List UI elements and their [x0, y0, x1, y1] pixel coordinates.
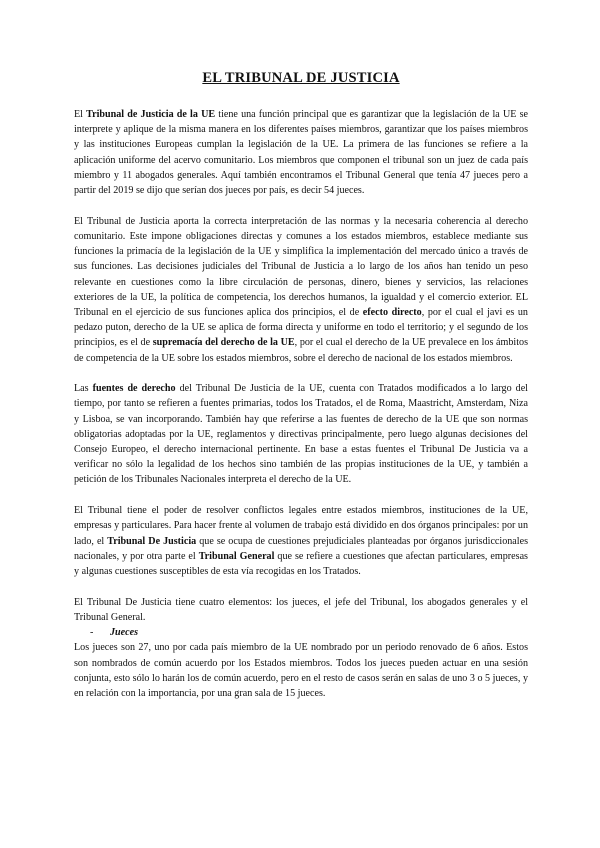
p3-bold-fuentes: fuentes de derecho [92, 383, 176, 395]
p2-text-a: El Tribunal de Justicia aporta la correcta interpretación de las normas y la necesaria coherencia al derecho comunitario. Este impone obligaciones directas y comunes a los estados miembros, establece mediante sus funciones la primacía de la legislación de la UE y simplifica la implementación del mercado único a través de sus funciones. Las decisiones judiciales del Tribunal de Justicia a lo largo de los años han tenido un peso relevante en cuestiones como la libre circulación de personas, dinero, bienes y servicios, las relaciones exteriores de la UE, la política de competencia, los derechos humanos, la igualdad y el comercio exterior. EL Tribunal en el ejercicio de sus funciones aplica dos principios, el de [74, 215, 528, 318]
p2-bold-supremacia: supremacía del derecho de la UE [152, 337, 295, 349]
page-title: EL TRIBUNAL DE JUSTICIA [202, 70, 400, 86]
list-item-label: Jueces [110, 627, 139, 639]
p1-text-c: tiene una función principal que es garantizar que la legislación de la UE se interprete y aplique de la misma manera en los diferentes países miembros, garantizar que los países miembros y las instituciones Europeas cumplan la legislación de la UE. La primera de las funciones se refiere a la aplicación uniforme del acervo comunitario. Los miembros que componen el tribunal son un juez de cada país miembro y 11 abogados generales. Aquí también encontramos el Tribunal General que tenía 47 jueces pero a partir del 2019 se dijo que serían dos jueces por país, es decir 54 jueces. [74, 109, 528, 197]
paragraph-jueces: Los jueces son 27, uno por cada país miembro de la UE nombrado por un periodo renovado de 6 años. Estos son nombrados de común acuerdo por los Estados miembros. Todos los jueces pueden actuar en una sesión conjunta, esto sólo lo harán los de común acuerdo, pero en el resto de casos serán en salas de uno 3 o 5 jueces, y en relación con la importancia, por una gran sala de 15 jueces. [74, 642, 528, 699]
paragraph-organos [74, 503, 528, 579]
p2-text-c: , por el cual el javi es un pedazo puton, derecho de la UE se aplica de forma directa y uniforme en todo el territorio; y el segundo de los principios, es el de [74, 306, 528, 349]
list-dash: - [90, 627, 94, 639]
p3-text-c: del Tribunal De Justicia de la UE, cuenta con Tratados modificados a lo largo del tiempo, por tanto se refieren a fuentes primarias, todos los Tratados, el de Roma, Maastricht, Amsterdam, Niza y Lisboa, se van incorporando. También hay que referirse a las fuentes de derecho de la UE que son normas obligatorias adoptadas por la UE, reglamentos y directivas principalmente, pero luego algunas decisiones del Consejo Europeo, el derecho internacional pertinente. En base a estas fuentes el Tribunal De Justicia va a verificar no sólo la legalidad de los hechos sino también de las propias instituciones de la UE, y también a petición de los Tribunales Nacionales interpreta el derecho de la UE. [74, 383, 528, 486]
p1-text-a: El [74, 109, 87, 120]
paragraph-elementos: El Tribunal De Justicia tiene cuatro elementos: los jueces, el jefe del Tribunal, los abogados generales y el Tribunal General. [74, 596, 528, 623]
p2-text-d: , por el cual el derecho de la UE prevalece en los ámbitos de competencia de la UE sobre los estados miembros, sobre el derecho de nacional de los estados miembros. [74, 337, 529, 364]
p4-text-c: que se ocupa de cuestiones prejudiciales planteadas por órganos jurisdiccionales nacionales, y por otra parte el [74, 535, 528, 562]
p4-bold-tribunal-general: Tribunal General [198, 550, 275, 562]
p2-bold-efecto-directo: efecto directo [362, 306, 422, 318]
p4-text-d: que se refiere a cuestiones que afectan particulares, empresas y algunas cuestiones susceptibles de esta vía recogidas en los Tratados. [74, 550, 528, 577]
p4-bold-tribunal-justicia: Tribunal De Justicia [107, 535, 197, 547]
document-page [74, 70, 528, 717]
paragraph-interpretation [74, 214, 528, 366]
paragraph-intro [74, 107, 528, 198]
p1-bold-tribunal: Tribunal de Justicia de la UE [86, 109, 216, 120]
p3-text-a: Las [74, 383, 93, 395]
p4-text-a: El Tribunal tiene el poder de resolver conflictos legales entre estados miembros, instituciones de la UE, empresas y particulares. Para hacer frente al volumen de trabajo está dividido en dos órganos principales: por un lado, el [74, 505, 528, 547]
list-item-jueces [74, 625, 528, 640]
paragraph-fuentes [74, 381, 528, 487]
